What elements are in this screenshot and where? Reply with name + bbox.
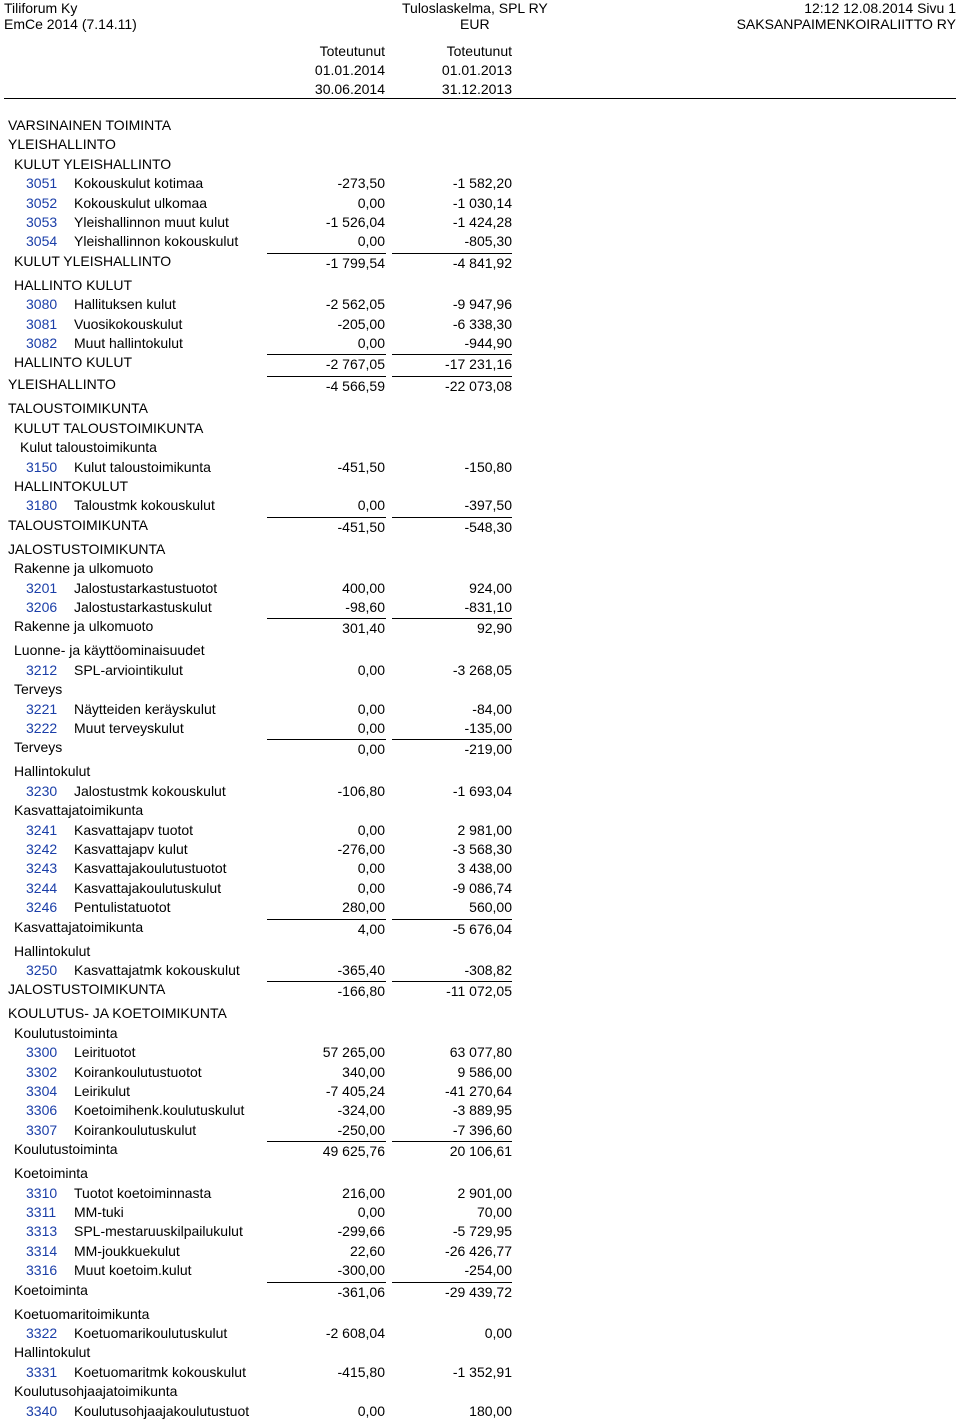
account-code: 3150 <box>26 458 58 475</box>
column-period-to: 31.12.2013 <box>441 81 512 97</box>
subtotal-previous: -219,00 <box>464 741 512 758</box>
account-name: Taloustmk kokouskulut <box>74 497 215 514</box>
amount-current: -300,00 <box>337 1262 385 1279</box>
account-row <box>0 840 960 858</box>
account-name: Koirankoulutustuotot <box>74 1063 202 1080</box>
account-row <box>0 879 960 897</box>
subtotal-row <box>0 353 960 371</box>
heading-label: TALOUSTOIMIKUNTA <box>8 400 149 417</box>
account-row <box>0 1203 960 1221</box>
subtotal-label: Koulutustoiminta <box>14 1141 118 1158</box>
subtotal-row <box>0 980 960 998</box>
column-label: Toteutunut <box>446 43 512 59</box>
section-heading <box>0 1343 960 1361</box>
amount-previous: -9 086,74 <box>452 879 512 896</box>
subtotal-rule-current <box>267 919 386 920</box>
subtotal-current: -1 799,54 <box>325 254 385 271</box>
amount-current: 0,00 <box>357 194 385 211</box>
account-code: 3080 <box>26 296 58 313</box>
subtotal-rule-previous <box>392 919 512 920</box>
subtotal-rule-previous <box>392 376 512 377</box>
subtotal-current: -4 566,59 <box>325 378 385 395</box>
account-row <box>0 961 960 979</box>
amount-previous: -1 030,14 <box>452 194 512 211</box>
amount-previous: -1 424,28 <box>452 214 512 230</box>
subtotal-row <box>0 918 960 936</box>
subtotal-row <box>0 252 960 270</box>
section-heading <box>0 399 960 417</box>
heading-label: KULUT YLEISHALLINTO <box>14 155 172 172</box>
amount-current: 280,00 <box>342 899 385 916</box>
account-code: 3052 <box>26 194 58 211</box>
amount-current: -365,40 <box>337 962 385 978</box>
print-datetime-page: 12:12 12.08.2014 Sivu 1 <box>804 0 956 16</box>
subtotal-label: TALOUSTOIMIKUNTA <box>8 516 149 533</box>
account-row <box>0 821 960 839</box>
account-name: Vuosikokouskulut <box>74 315 183 332</box>
account-code: 3180 <box>26 497 58 514</box>
amount-current: 22,60 <box>349 1242 385 1259</box>
section-heading <box>0 1024 960 1042</box>
amount-current: -273,50 <box>337 175 385 192</box>
heading-label: Koulutusohjaajatoimikunta <box>14 1383 178 1400</box>
amount-previous: -26 426,77 <box>445 1242 512 1259</box>
software-version: EmCe 2014 (7.14.11) <box>4 16 137 32</box>
amount-current: -205,00 <box>337 315 385 332</box>
account-row <box>0 295 960 313</box>
column-period-to: 30.06.2014 <box>314 81 385 97</box>
subtotal-rule-current <box>267 253 386 254</box>
subtotal-row <box>0 738 960 756</box>
account-name: Leirituotot <box>74 1044 136 1061</box>
heading-label: Kulut taloustoimikunta <box>20 439 157 456</box>
subtotal-current: -361,06 <box>337 1283 385 1300</box>
account-code: 3340 <box>26 1402 58 1419</box>
section-heading <box>0 641 960 659</box>
section-heading <box>0 1305 960 1323</box>
section-heading <box>0 419 960 437</box>
account-name: Kasvattajatmk kokouskulut <box>74 962 240 978</box>
account-row <box>0 1242 960 1260</box>
account-row <box>0 1222 960 1240</box>
currency-label: EUR <box>460 16 490 32</box>
subtotal-previous: -29 439,72 <box>445 1283 512 1300</box>
amount-previous: -397,50 <box>464 497 512 514</box>
subtotal-previous: -548,30 <box>464 518 512 535</box>
amount-current: -2 562,05 <box>325 296 385 313</box>
subtotal-row <box>0 516 960 534</box>
account-code: 3331 <box>26 1363 58 1380</box>
subtotal-current: 49 625,76 <box>322 1143 385 1160</box>
account-name: Muut terveyskulut <box>74 720 184 736</box>
subtotal-rule-current <box>267 517 386 518</box>
account-row <box>0 1063 960 1081</box>
section-heading <box>0 680 960 698</box>
account-code: 3053 <box>26 214 58 230</box>
account-name: Kokouskulut ulkomaa <box>74 194 208 211</box>
heading-label: Kasvattajatoimikunta <box>14 802 144 819</box>
account-row <box>0 1402 960 1420</box>
amount-current: 340,00 <box>342 1063 385 1080</box>
account-row <box>0 232 960 250</box>
account-code: 3206 <box>26 599 58 615</box>
account-row <box>0 719 960 737</box>
amount-current: -98,60 <box>345 599 385 615</box>
amount-previous: -831,10 <box>464 599 512 615</box>
account-row <box>0 661 960 679</box>
subtotal-rule-previous <box>392 981 512 982</box>
account-name: Kokouskulut kotimaa <box>74 175 204 192</box>
heading-label: Koetoiminta <box>14 1165 88 1182</box>
subtotal-label: Rakenne ja ulkomuoto <box>14 618 154 635</box>
account-name: Näytteiden keräyskulut <box>74 700 216 717</box>
amount-previous: 0,00 <box>484 1325 512 1341</box>
account-row <box>0 1324 960 1342</box>
heading-label: HALLINTO KULUT <box>14 276 132 293</box>
subtotal-row <box>0 1281 960 1299</box>
account-name: Leirikulut <box>74 1083 131 1099</box>
amount-current: 0,00 <box>357 720 385 736</box>
section-heading <box>0 1164 960 1182</box>
account-code: 3082 <box>26 335 58 351</box>
heading-label: Koetuomaritoimikunta <box>14 1305 150 1322</box>
amount-previous: -9 947,96 <box>452 296 512 313</box>
account-row <box>0 496 960 514</box>
amount-current: 0,00 <box>357 661 385 678</box>
account-row <box>0 1121 960 1139</box>
account-name: Kulut taloustoimikunta <box>74 458 211 475</box>
account-name: MM-tuki <box>74 1204 124 1220</box>
amount-previous: -3 889,95 <box>452 1102 512 1119</box>
subtotal-current: -2 767,05 <box>325 356 385 373</box>
account-code: 3081 <box>26 315 58 332</box>
amount-previous: 63 077,80 <box>449 1044 512 1061</box>
subtotal-rule-previous <box>392 1282 512 1283</box>
account-code: 3244 <box>26 879 58 896</box>
account-code: 3302 <box>26 1063 58 1080</box>
amount-current: -451,50 <box>337 458 385 475</box>
subtotal-rule-current <box>267 618 386 619</box>
account-code: 3310 <box>26 1184 58 1201</box>
amount-previous: -944,90 <box>464 335 512 351</box>
subtotal-rule-previous <box>392 1141 512 1142</box>
amount-previous: -3 568,30 <box>452 841 512 857</box>
account-code: 3306 <box>26 1102 58 1119</box>
account-row <box>0 598 960 616</box>
company-name: Tiliforum Ky <box>4 0 78 16</box>
account-row <box>0 700 960 718</box>
amount-previous: 70,00 <box>476 1204 512 1220</box>
amount-current: -299,66 <box>337 1223 385 1240</box>
section-heading <box>0 477 960 495</box>
amount-current: 0,00 <box>357 860 385 877</box>
account-code: 3221 <box>26 700 58 717</box>
heading-label: KOULUTUS- JA KOETOIMIKUNTA <box>8 1005 227 1022</box>
account-name: Jalostustarkastuskulut <box>74 599 212 615</box>
amount-previous: 2 981,00 <box>457 821 512 838</box>
account-code: 3054 <box>26 233 58 250</box>
account-name: Koetuomarikoulutuskulut <box>74 1325 228 1341</box>
subtotal-rule-current <box>267 354 386 355</box>
subtotal-previous: -5 676,04 <box>452 920 512 937</box>
subtotal-label: YLEISHALLINTO <box>8 376 116 393</box>
account-name: Pentulistatuotot <box>74 899 171 916</box>
account-code: 3051 <box>26 175 58 192</box>
account-name: Kasvattajakoulutustuotot <box>74 860 227 877</box>
heading-label: Hallintokulut <box>14 763 91 780</box>
subtotal-label: Koetoiminta <box>14 1281 88 1298</box>
heading-label: JALOSTUSTOIMIKUNTA <box>8 540 166 557</box>
amount-current: 0,00 <box>357 233 385 250</box>
amount-current: -250,00 <box>337 1121 385 1138</box>
amount-previous: -805,30 <box>464 233 512 250</box>
account-name: MM-joukkuekulut <box>74 1242 180 1259</box>
amount-current: 0,00 <box>357 335 385 351</box>
amount-previous: -84,00 <box>472 700 512 717</box>
amount-current: -1 526,04 <box>325 214 385 230</box>
account-code: 3243 <box>26 860 58 877</box>
account-code: 3212 <box>26 661 58 678</box>
subtotal-current: 0,00 <box>357 741 385 758</box>
account-name: Koulutusohjaajakoulutustuot <box>74 1402 250 1419</box>
account-row <box>0 213 960 231</box>
account-row <box>0 579 960 597</box>
heading-label: YLEISHALLINTO <box>8 136 116 153</box>
heading-label: Terveys <box>14 681 63 698</box>
subtotal-rule-current <box>267 1282 386 1283</box>
column-label: Toteutunut <box>319 43 385 59</box>
account-row <box>0 174 960 192</box>
account-code: 3313 <box>26 1223 58 1240</box>
account-row <box>0 315 960 333</box>
section-heading <box>0 1382 960 1400</box>
amount-current: 0,00 <box>357 700 385 717</box>
heading-label: VARSINAINEN TOIMINTA <box>8 117 172 133</box>
amount-previous: -150,80 <box>464 458 512 475</box>
amount-previous: -1 693,04 <box>452 782 512 799</box>
account-code: 3250 <box>26 962 58 978</box>
account-code: 3242 <box>26 841 58 857</box>
account-name: Yleishallinnon kokouskulut <box>74 233 239 250</box>
heading-label: Koulutustoiminta <box>14 1024 118 1041</box>
subtotal-current: -451,50 <box>337 518 385 535</box>
amount-current: 400,00 <box>342 579 385 596</box>
section-heading <box>0 559 960 577</box>
account-code: 3311 <box>26 1204 57 1220</box>
section-heading <box>0 942 960 960</box>
account-code: 3304 <box>26 1083 58 1099</box>
section-heading <box>0 801 960 819</box>
amount-previous: 560,00 <box>469 899 512 916</box>
subtotal-label: Terveys <box>14 739 63 756</box>
heading-label: Rakenne ja ulkomuoto <box>14 560 154 577</box>
amount-previous: -1 582,20 <box>452 175 512 192</box>
amount-previous: -1 352,91 <box>452 1363 512 1380</box>
amount-current: -2 608,04 <box>325 1325 385 1341</box>
account-code: 3241 <box>26 821 58 838</box>
amount-previous: -3 268,05 <box>452 661 512 678</box>
amount-previous: -5 729,95 <box>452 1223 512 1240</box>
account-name: Muut koetoim.kulut <box>74 1262 192 1279</box>
account-name: Hallituksen kulut <box>74 296 176 313</box>
subtotal-rule-previous <box>392 354 512 355</box>
subtotal-label: JALOSTUSTOIMIKUNTA <box>8 981 166 998</box>
subtotal-label: Kasvattajatoimikunta <box>14 918 144 935</box>
subtotal-label: KULUT YLEISHALLINTO <box>14 252 172 269</box>
amount-current: -7 405,24 <box>325 1083 385 1099</box>
amount-previous: -41 270,64 <box>445 1083 512 1099</box>
account-name: Jalostustarkastustuotot <box>74 579 218 596</box>
subtotal-rule-current <box>267 376 386 377</box>
section-heading <box>0 155 960 173</box>
subtotal-label: HALLINTO KULUT <box>14 354 132 371</box>
subtotal-current: -166,80 <box>337 983 385 1000</box>
account-name: SPL-mestaruuskilpailukulut <box>74 1223 243 1240</box>
heading-label: HALLINTOKULUT <box>14 478 129 494</box>
account-name: Tuotot koetoiminnasta <box>74 1184 212 1201</box>
amount-current: 0,00 <box>357 821 385 838</box>
subtotal-previous: 20 106,61 <box>449 1143 512 1160</box>
column-period-from: 01.01.2014 <box>314 62 385 78</box>
account-row <box>0 782 960 800</box>
report-title: Tuloslaskelma, SPL RY <box>402 0 548 16</box>
amount-previous: -6 338,30 <box>452 315 512 332</box>
amount-previous: 9 586,00 <box>457 1063 512 1080</box>
subtotal-rule-current <box>267 981 386 982</box>
account-row <box>0 334 960 352</box>
subtotal-rule-previous <box>392 517 512 518</box>
section-heading <box>0 1004 960 1022</box>
section-heading <box>0 276 960 294</box>
amount-current: -106,80 <box>337 782 385 799</box>
amount-current: 0,00 <box>357 879 385 896</box>
organization-name: SAKSANPAIMENKOIRALIITTO RY <box>736 16 956 32</box>
account-code: 3322 <box>26 1325 58 1341</box>
amount-current: -324,00 <box>337 1102 385 1119</box>
subtotal-previous: -17 231,16 <box>445 356 512 373</box>
amount-previous: -7 396,60 <box>452 1121 512 1138</box>
amount-current: 0,00 <box>357 497 385 514</box>
heading-label: Luonne- ja käyttöominaisuudet <box>14 642 205 659</box>
account-code: 3300 <box>26 1044 58 1061</box>
account-name: Kasvattajapv kulut <box>74 841 188 857</box>
account-row <box>0 1261 960 1279</box>
subtotal-current: 301,40 <box>342 620 385 637</box>
account-code: 3314 <box>26 1242 58 1259</box>
account-code: 3201 <box>26 579 58 596</box>
column-period-from: 01.01.2013 <box>441 62 512 78</box>
account-row <box>0 194 960 212</box>
account-row <box>0 1043 960 1061</box>
subtotal-rule-previous <box>392 739 512 740</box>
account-name: Yleishallinnon muut kulut <box>74 214 229 230</box>
heading-label: Hallintokulut <box>14 942 91 959</box>
account-row <box>0 1082 960 1100</box>
subtotal-row <box>0 1140 960 1158</box>
section-heading <box>0 135 960 153</box>
amount-current: 216,00 <box>342 1184 385 1201</box>
subtotal-current: 4,00 <box>357 920 385 937</box>
amount-current: 0,00 <box>357 1402 385 1419</box>
subtotal-row <box>0 375 960 393</box>
account-row <box>0 1363 960 1381</box>
account-name: Koetoimihenk.koulutuskulut <box>74 1102 245 1119</box>
subtotal-previous: -11 072,05 <box>446 983 512 1000</box>
section-heading <box>0 116 960 134</box>
account-name: Muut hallintokulut <box>74 335 183 351</box>
amount-previous: 924,00 <box>469 579 512 596</box>
section-heading <box>0 438 960 456</box>
subtotal-rule-previous <box>392 618 512 619</box>
account-row <box>0 1101 960 1119</box>
account-code: 3222 <box>26 720 58 736</box>
account-name: Koirankoulutuskulut <box>74 1121 197 1138</box>
amount-current: 57 265,00 <box>322 1044 385 1061</box>
amount-previous: -308,82 <box>464 962 512 978</box>
subtotal-previous: 92,90 <box>476 620 512 637</box>
subtotal-row <box>0 617 960 635</box>
account-code: 3307 <box>26 1121 58 1138</box>
account-code: 3230 <box>26 782 58 799</box>
subtotal-rule-current <box>267 1141 386 1142</box>
subtotal-rule-previous <box>392 253 512 254</box>
section-heading <box>0 540 960 558</box>
account-row <box>0 1184 960 1202</box>
amount-previous: 3 438,00 <box>457 860 512 877</box>
subtotal-previous: -22 073,08 <box>445 378 512 395</box>
section-heading <box>0 762 960 780</box>
account-row <box>0 859 960 877</box>
account-code: 3316 <box>26 1262 58 1279</box>
account-row <box>0 458 960 476</box>
account-code: 3246 <box>26 899 58 916</box>
account-name: Koetuomaritmk kokouskulut <box>74 1363 246 1380</box>
amount-previous: -135,00 <box>464 720 512 736</box>
amount-current: -276,00 <box>337 841 385 857</box>
account-name: SPL-arviointikulut <box>74 661 183 678</box>
account-name: Jalostustmk kokouskulut <box>74 782 226 799</box>
amount-current: 0,00 <box>357 1204 385 1220</box>
amount-current: -415,80 <box>337 1363 385 1380</box>
amount-previous: 180,00 <box>469 1402 512 1419</box>
amount-previous: 2 901,00 <box>457 1184 512 1201</box>
account-name: Kasvattajapv tuotot <box>74 821 194 838</box>
account-name: Kasvattajakoulutuskulut <box>74 879 222 896</box>
account-row <box>0 898 960 916</box>
subtotal-rule-current <box>267 739 386 740</box>
heading-label: KULUT TALOUSTOIMIKUNTA <box>14 419 204 436</box>
heading-label: Hallintokulut <box>14 1344 91 1361</box>
amount-previous: -254,00 <box>464 1262 512 1279</box>
subtotal-previous: -4 841,92 <box>452 254 512 271</box>
